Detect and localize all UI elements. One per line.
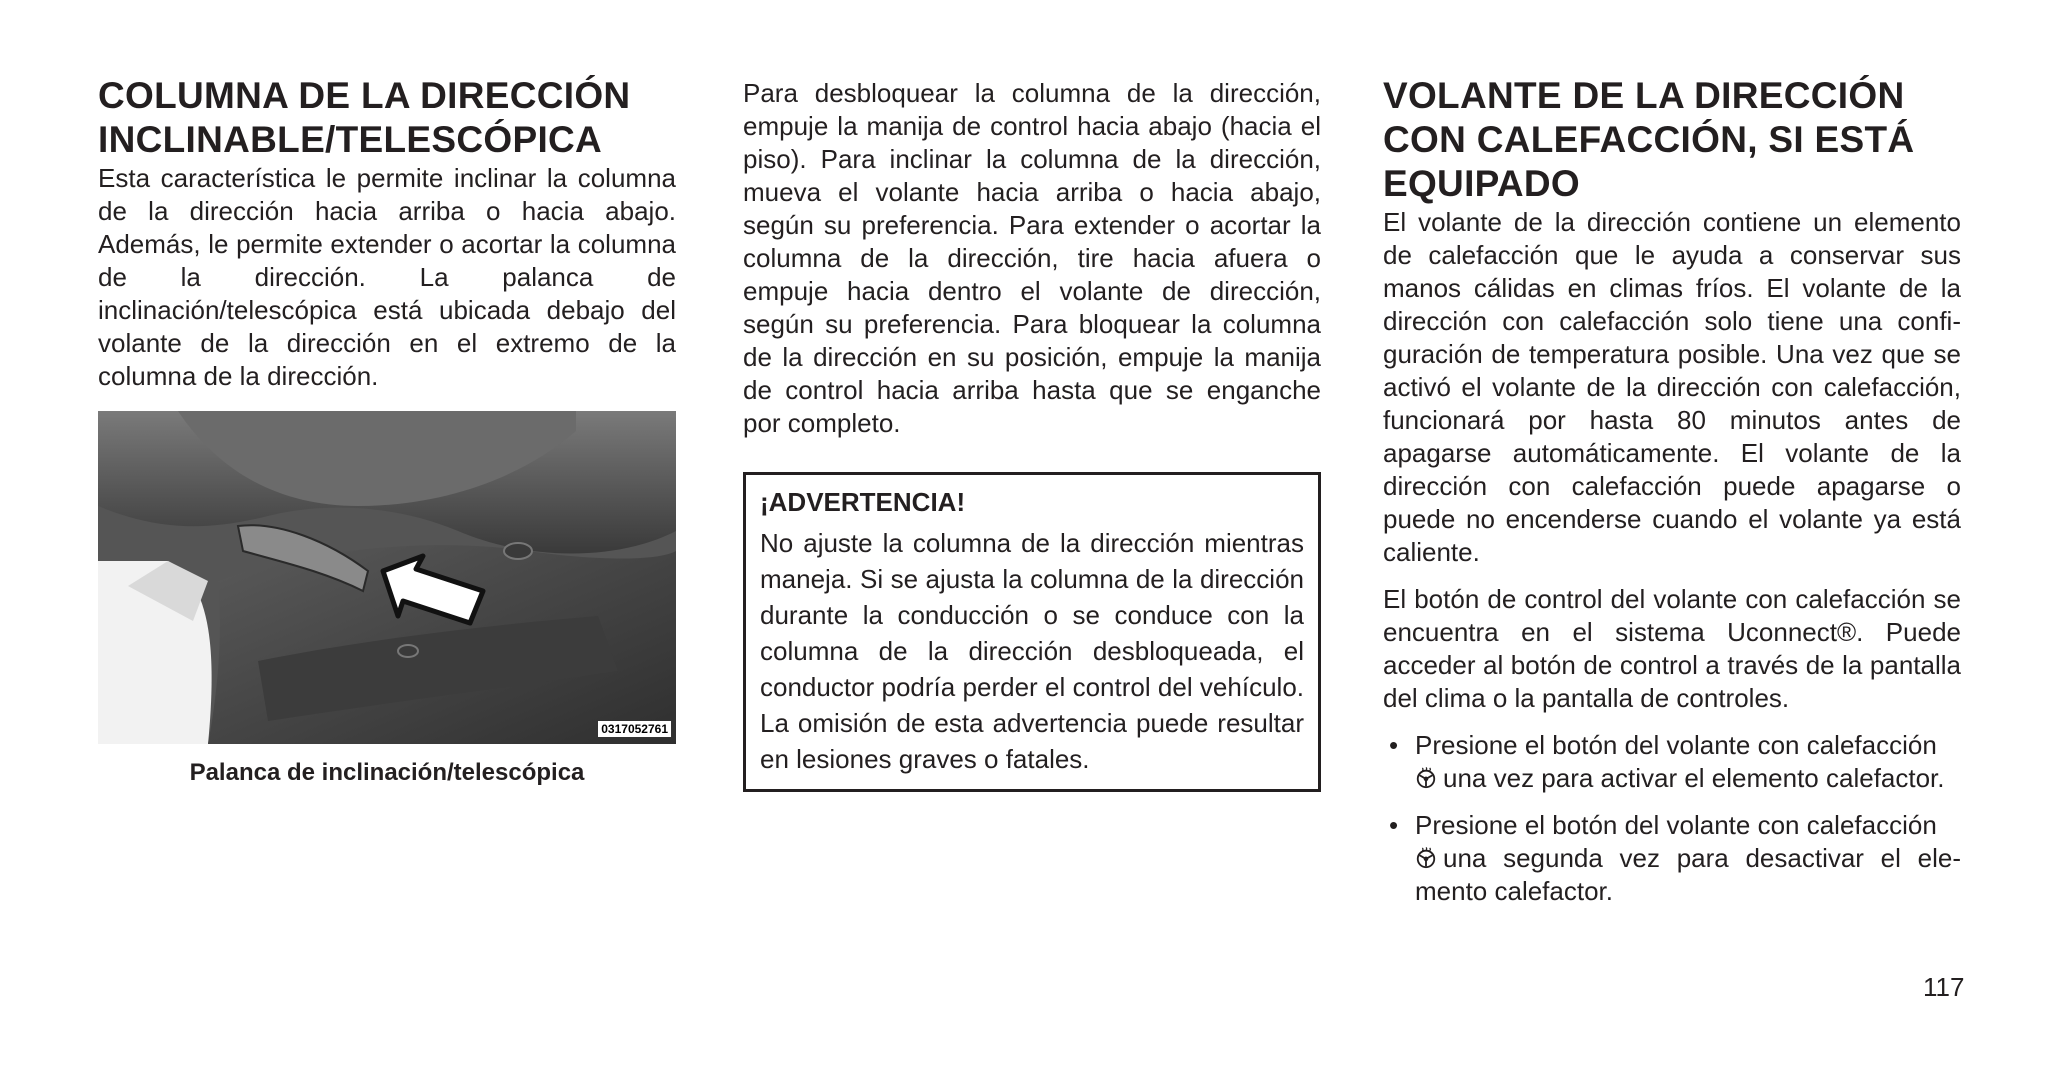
heading-line: EQUIPADO [1383, 163, 1581, 204]
heading-line: CON CALEFACCIÓN, SI ESTÁ [1383, 119, 1915, 160]
heading-line: VOLANTE DE LA DIRECCIÓN [1383, 75, 1905, 116]
heated-steering-wheel-icon [1415, 767, 1437, 789]
tilt-lever-figure [98, 411, 676, 744]
figure-caption: Palanca de inclinación/telescópica [189, 759, 585, 786]
heated-steering-wheel-icon [1415, 847, 1437, 869]
control-button-description: El botón de control del volante con calefacción se encuentra en el sistema Uconnect®. Puede acceder al botón de control a través de la pantalla del clima o la pantalla de controles. [1383, 584, 1961, 713]
bullet: • [1389, 810, 1399, 840]
tilt-telescoping-heading [98, 74, 676, 162]
bullet-text: Presione el botón del volante con calefacción [1415, 730, 1937, 760]
figure-code: 0317052761 [597, 720, 672, 738]
heated-wheel-heading [1383, 74, 1961, 206]
bullet-text: una vez para activar el elemento calefactor. [1443, 763, 1945, 793]
right-column [1383, 74, 1961, 922]
heading-line: COLUMNA DE LA DIRECCIÓN [98, 75, 631, 116]
warning-title: ¡ADVERTENCIA! [760, 487, 966, 517]
tilt-description: Esta característica le permite inclinar la columna de la dirección hacia arriba o hacia abajo. Además, le permite extender o acortar la columna de la dirección. La palanca de inclinación/telescópica está ubicada debajo del volante de la dirección en el extremo de la columna de la dirección. [98, 163, 676, 391]
middle-column [743, 77, 1321, 792]
steering-column-illustration [98, 411, 676, 744]
list-item [1383, 729, 1961, 795]
page-number: 117 [1923, 972, 1965, 1002]
warning-text: No ajuste la columna de la dirección mientras maneja. Si se ajusta la columna de la dirección durante la conducción o se conduce con la columna de la dirección desbloqueada, el conductor podría perder el control del vehículo. La omisión de esta advertencia puede resultar en lesiones graves o fatales. [760, 528, 1304, 774]
list-item [1383, 809, 1961, 908]
bullet-text: una segunda vez para desactivar el elemento calefactor. [1415, 843, 1961, 906]
heated-wheel-description: El volante de la dirección contiene un elemento de calefacción que le ayuda a conservar sus manos cálidas en climas fríos. El volante de la dirección con calefacción solo tiene una configuración de temperatura posible. Una vez que se activó el volante de la dirección con calefacción, funcionará por hasta 80 minutos antes de apagarse automáticamente. El volante de la dirección con calefacción puede apagarse o puede no encenderse cuando el volante ya está caliente. [1383, 207, 1961, 567]
bullet-text: Presione el botón del volante con calefacción [1415, 810, 1937, 840]
left-column [98, 74, 676, 788]
bullet: • [1389, 730, 1399, 760]
heading-line: INCLINABLE/TELESCÓPICA [98, 119, 603, 160]
unlock-instructions: Para desbloquear la columna de la dirección, empuje la manija de control hacia abajo (hacia el piso). Para inclinar la columna de la dirección, mueva el volante hacia arriba o hacia abajo, según su preferencia. Para extender o acortar la columna de la dirección, tire hacia afuera o empuje hacia dentro el volante de dirección, según su preferencia. Para bloquear la columna de la dirección en su posición, empuje la manija de control hacia arriba hasta que se enganche por completo. [743, 78, 1321, 438]
warning-box [743, 472, 1321, 792]
instruction-list [1383, 729, 1961, 908]
